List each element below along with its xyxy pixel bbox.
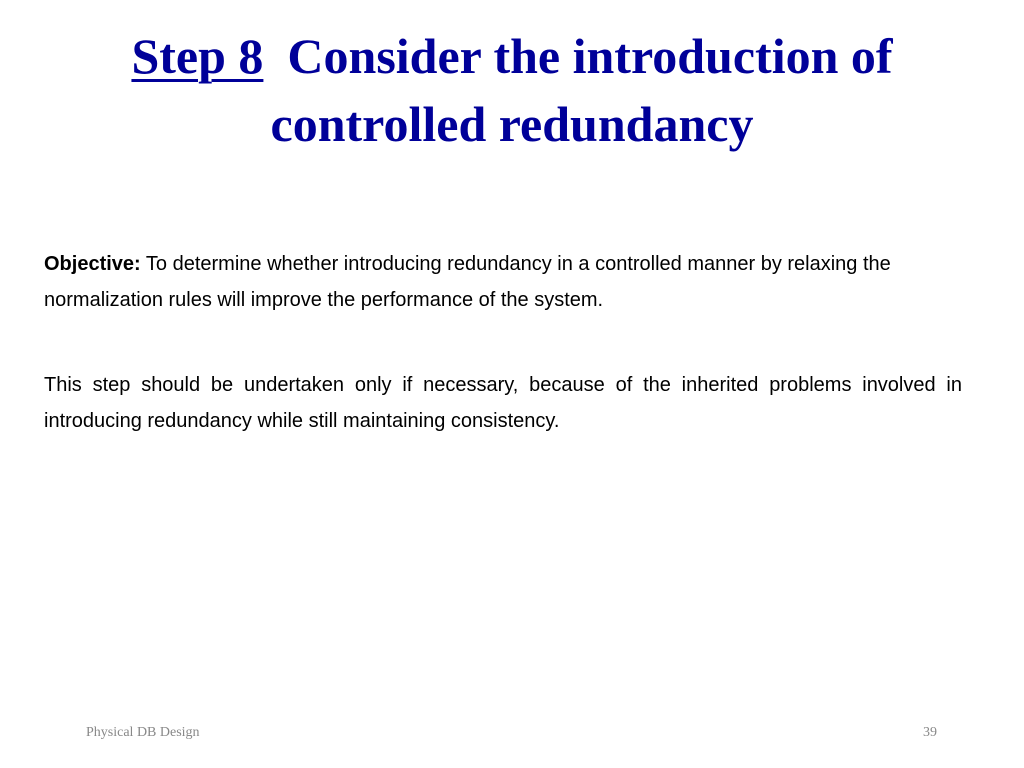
slide-body <box>44 246 962 439</box>
note-paragraph: This step should be undertaken only if necessary, because of the inherited problems involved in introducing redundancy while still maintaining consistency. <box>44 374 962 432</box>
step-label: Step 8 <box>131 28 264 84</box>
slide-title <box>40 22 984 158</box>
objective-paragraph <box>44 246 962 318</box>
title-heading: Consider the introduction of controlled redundancy <box>270 28 893 152</box>
page-number: 39 <box>923 725 937 740</box>
objective-label: Objective: <box>44 253 141 275</box>
objective-text: To determine whether introducing redundancy in a controlled manner by relaxing the normalization rules will improve the performance of the system. <box>44 253 891 311</box>
footer-title: Physical DB Design <box>86 725 200 740</box>
